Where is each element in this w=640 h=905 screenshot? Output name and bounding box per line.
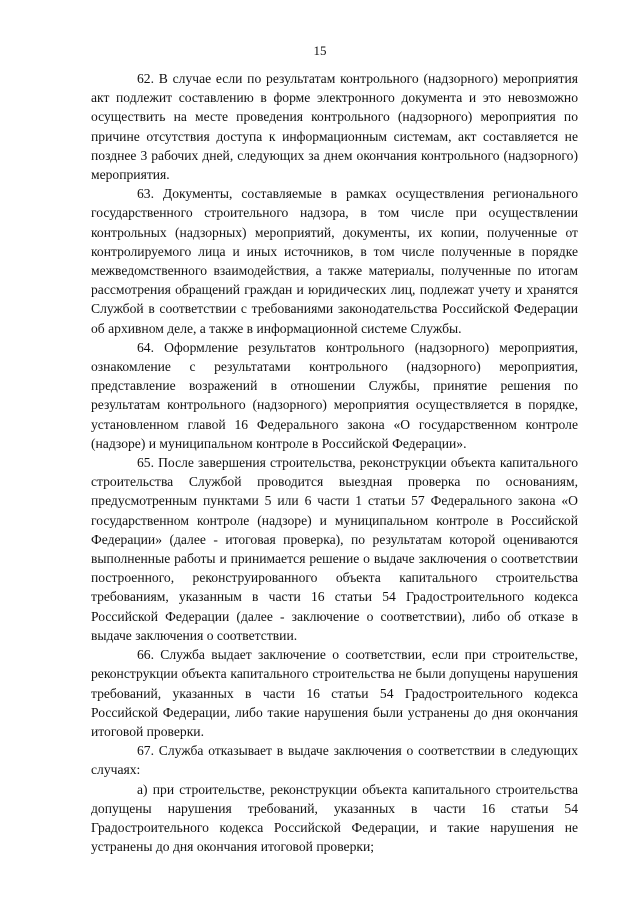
paragraph-66: 66. Служба выдает заключение о соответствии, если при строительстве, реконструкции объекта капитального строительства не были допущены нарушения требований, указанных в части 16 статьи 54 Градостроительного кодекса Российской Федерации, либо такие нарушения были устранены до дня окончания итоговой проверки. xyxy=(91,647,578,739)
page-number: 15 xyxy=(313,43,327,58)
paragraph-65: 65. После завершения строительства, реконструкции объекта капитального строительства Службой проводится выездная проверка по основаниям, предусмотренным пунктами 5 или 6 части 1 статьи 57 Федерального закона «О государственном контроле (надзоре) и муниципальном контроле в Российской Федерации» (далее - итоговая проверка), по результатам которой оцениваются выполненные работы и принимается решение о выдаче заключения о соответствии построенного, реконструированного объекта капитального строительства требованиям, указанным в части 16 статьи 54 Градостроительного кодекса Российской Федерации (далее - заключение о соответствии), либо об отказе в выдаче заключения о соответствии. xyxy=(91,455,578,643)
paragraph-64: 64. Оформление результатов контрольного (надзорного) мероприятия, ознакомление с результатами контрольного (надзорного) мероприятия, представление возражений в отношении Службы, принятие решения по результатам контрольного (надзорного) мероприятия осуществляется в порядке, установленном главой 16 Федерального закона «О государственном контроле (надзоре) и муниципальном контроле в Российской Федерации». xyxy=(91,339,578,451)
paragraph-67: 67. Служба отказывает в выдаче заключения о соответствии в следующих случаях: xyxy=(91,743,578,778)
paragraph-67-a: а) при строительстве, реконструкции объекта капитального строительства допущены нарушения требований, указанных в части 16 статьи 54 Градостроительного кодекса Российской Федерации, и такие нарушения не устранены до дня окончания итоговой проверки; xyxy=(91,781,578,855)
document-body xyxy=(91,69,578,856)
paragraph-63: 63. Документы, составляемые в рамках осуществления регионального государственного строительного надзора, в том числе при осуществлении контрольных (надзорных) мероприятий, документы, их копии, полученные от контролируемого лица и иных источников, в том числе полученные в порядке межведомственного взаимодействия, а также материалы, полученные по итогам рассмотрения обращений граждан и юридических лиц, подлежат учету и хранятся Службой в соответствии с требованиями законодательства Российской Федерации об архивном деле, а также в информационной системе Службы. xyxy=(91,186,578,336)
paragraph-62: 62. В случае если по результатам контрольного (надзорного) мероприятия акт подлежит составлению в форме электронного документа и это невозможно осуществить на месте проведения контрольного (надзорного) мероприятия по причине отсутствия доступа к информационным системам, акт составляется не позднее 3 рабочих дней, следующих за днем окончания контрольного (надзорного) мероприятия. xyxy=(91,71,578,183)
